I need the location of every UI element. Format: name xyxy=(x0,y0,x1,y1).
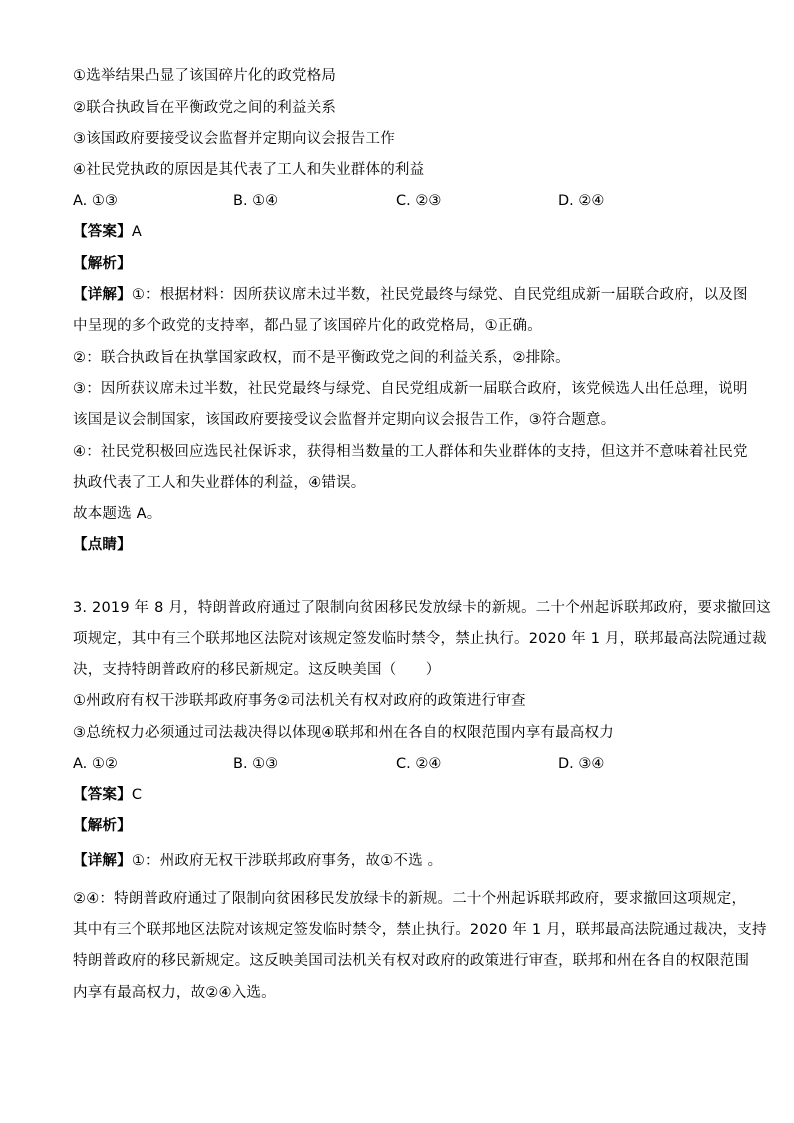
explanation-line-5: 该国是议会制国家，该国政府要接受议会监督并定期向议会报告工作，③符合题意。 xyxy=(73,412,616,428)
statement-3: ③该国政府要接受议会监督并定期向议会报告工作 xyxy=(73,131,395,147)
answer-value: A xyxy=(131,224,142,240)
explanation-line-8: 故本题选 A。 xyxy=(73,506,162,522)
q3-explanation-line-5: 内享有最高权力，故②④入选。 xyxy=(73,985,276,1001)
analysis-label: 【解析】 xyxy=(73,256,132,272)
q3-answer-value: C xyxy=(131,787,143,803)
explanation-text: ①：根据材料：因所获议席未过半数，社民党最终与绿党、自民党组成新一届联合政府，以及图 xyxy=(131,287,748,303)
q3-statements-line-2: ③总统权力必须通过司法裁决得以体现④联邦和州在各自的权限范围内享有最高权力 xyxy=(73,725,614,741)
explanation-line-1 xyxy=(73,285,748,305)
q3-stem-line-1: 3. 2019 年 8 月，特朗普政府通过了限制向贫困移民发放绿卡的新规。二十个州起诉联邦政府，要求撤回这 xyxy=(73,600,771,616)
q3-answer-line xyxy=(73,785,142,805)
statement-1: ①选举结果凸显了该国碎片化的政党格局 xyxy=(73,68,337,84)
detail-label: 【详解】 xyxy=(73,287,132,303)
explanation-line-7: 执政代表了工人和失业群体的利益，④错误。 xyxy=(73,475,366,491)
answer-label: 【答案】 xyxy=(73,224,132,240)
explanation-line-4: ③：因所获议席未过半数，社民党最终与绿党、自民党组成新一届联合政府，该党候选人出任总理，说明 xyxy=(73,381,748,397)
q3-option-a: A. ①② xyxy=(73,756,118,772)
q3-explanation-first: ①：州政府无权干涉联邦政府事务，故①不选 。 xyxy=(131,853,443,869)
q3-explanation-line-2: ②④：特朗普政府通过了限制向贫困移民发放绿卡的新规。二十个州起诉联邦政府，要求撤回这项规定， xyxy=(73,891,747,907)
q3-answer-label: 【答案】 xyxy=(73,787,132,803)
option-d: D. ②④ xyxy=(558,193,605,209)
option-c: C. ②③ xyxy=(396,193,442,209)
q3-option-c: C. ②④ xyxy=(396,756,442,772)
statement-2: ②联合执政旨在平衡政党之间的利益关系 xyxy=(73,100,337,116)
q3-statements-line-1: ①州政府有权干涉联邦政府事务②司法机关有权对政府的政策进行审查 xyxy=(73,693,526,709)
explanation-line-3: ②：联合执政旨在执掌国家政权，而不是平衡政党之间的利益关系，②排除。 xyxy=(73,350,570,366)
explanation-line-6: ④：社民党积极回应选民社保诉求，获得相当数量的工人群体和失业群体的支持，但这并不意味着社民党 xyxy=(73,444,748,460)
option-b: B. ①④ xyxy=(233,193,279,209)
q3-option-b: B. ①③ xyxy=(233,756,279,772)
q3-explanation-line-4: 特朗普政府的移民新规定。这反映美国司法机关有权对政府的政策进行审查，联邦和州在各自的权限范围 xyxy=(73,953,750,969)
q3-explanation-line-1 xyxy=(73,851,442,871)
comment-label: 【点睛】 xyxy=(73,537,132,553)
q3-stem-line-3: 决，支持特朗普政府的移民新规定。这反映美国（ ） xyxy=(73,662,441,678)
option-a: A. ①③ xyxy=(73,193,118,209)
q3-stem-line-2: 项规定，其中有三个联邦地区法院对该规定签发临时禁令，禁止执行。2020 年 1 月，联邦最高法院通过裁 xyxy=(73,631,767,647)
q3-detail-label: 【详解】 xyxy=(73,853,132,869)
statement-4: ④社民党执政的原因是其代表了工人和失业群体的利益 xyxy=(73,162,425,178)
q3-explanation-line-3: 其中有三个联邦地区法院对该规定签发临时禁令，禁止执行。2020 年 1 月，联邦最高法院通过裁决，支持 xyxy=(73,922,767,938)
q3-analysis-label: 【解析】 xyxy=(73,818,132,834)
q3-option-d: D. ③④ xyxy=(558,756,605,772)
explanation-line-2: 中呈现的多个政党的支持率，都凸显了该国碎片化的政党格局，①正确。 xyxy=(73,318,542,334)
answer-line xyxy=(73,222,142,242)
